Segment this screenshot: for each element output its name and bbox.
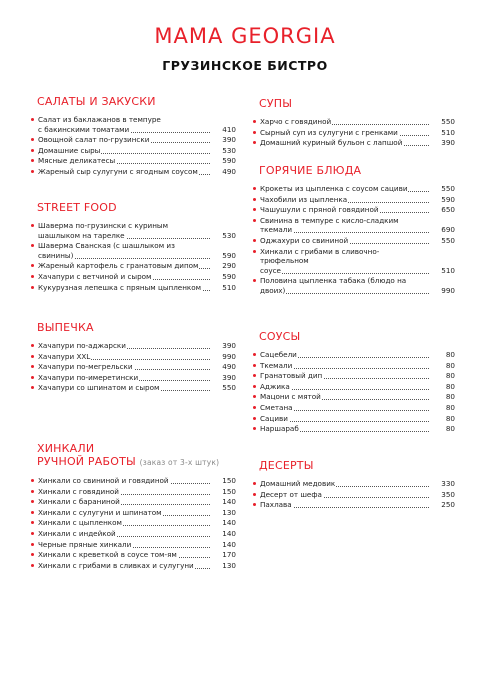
menu-item	[31, 135, 236, 145]
item-name	[31, 241, 210, 260]
section-sauces	[253, 330, 455, 435]
menu-item	[31, 529, 236, 539]
item-name-line: Чахобили из цыпленка	[260, 194, 348, 204]
item-name-line: Наршараб	[260, 424, 299, 434]
menu-item	[253, 424, 455, 434]
section-title-text: САЛАТЫ И ЗАКУСКИ	[37, 95, 156, 108]
item-price: 390	[222, 341, 236, 350]
item-price: 330	[441, 479, 455, 488]
item-name-line: Мацони с мятой	[260, 392, 321, 402]
item-name-line: Хинкали с креветкой в соусе том-ям	[38, 550, 177, 560]
item-price: 690	[441, 225, 455, 235]
menu-item	[253, 361, 455, 371]
item-price: 550	[441, 184, 455, 193]
item-price: 140	[222, 539, 236, 549]
item-name-line: Хачапури с ветчиной и сыром	[38, 271, 152, 281]
item-price: 290	[222, 261, 236, 271]
item-price: 590	[441, 194, 455, 204]
section-desserts	[253, 459, 455, 511]
item-price: 80	[445, 392, 455, 402]
item-name	[253, 184, 429, 194]
item-name	[253, 247, 429, 276]
menu-item	[31, 540, 236, 550]
item-name-line: Десерт от шефа	[260, 489, 322, 499]
item-price: 410	[222, 124, 236, 134]
section-title-text: ХИНКАЛИ	[37, 442, 95, 455]
item-name	[253, 500, 429, 510]
item-price: 130	[222, 507, 236, 517]
item-name-line: Половина цыпленка табака (блюдо на	[260, 276, 407, 286]
item-name	[31, 476, 210, 486]
item-price: 80	[445, 371, 455, 381]
item-name	[31, 352, 210, 362]
item-name	[253, 216, 429, 235]
section-title-text: СОУСЫ	[259, 330, 301, 343]
section-title	[37, 95, 236, 108]
item-name-line: Хинкали с грибами в сливках и сулугуни	[38, 560, 194, 570]
item-name-line: ткемали	[260, 225, 293, 235]
item-price: 510	[441, 127, 455, 137]
item-price: 990	[441, 285, 455, 295]
item-name-line: Хинкали с грибами в сливочно-трюфельном	[260, 246, 380, 266]
dot-leader	[260, 273, 429, 274]
section-title-text: STREET FOOD	[37, 201, 117, 214]
item-price: 80	[445, 360, 455, 370]
item-name	[31, 146, 210, 156]
item-name-line: Хачапури по-имеретински	[38, 372, 139, 382]
item-name	[253, 361, 429, 371]
section-bakery	[31, 321, 236, 394]
item-price: 80	[445, 413, 455, 423]
item-price: 140	[222, 528, 236, 538]
item-price: 510	[222, 282, 236, 292]
item-price: 550	[222, 383, 236, 393]
item-name-line: Хачапури XXL	[38, 351, 91, 361]
item-name-line: Сырный суп из сулугуни с гренками	[260, 127, 398, 137]
item-name	[31, 550, 210, 560]
item-name	[253, 403, 429, 413]
item-name	[31, 529, 210, 539]
menu-item	[31, 497, 236, 507]
item-name	[253, 424, 429, 434]
item-name-line: Хинкали с индейкой	[38, 528, 116, 538]
section-title	[259, 164, 455, 177]
item-name-line: Кукурузная лепешка с пряным цыпленком	[38, 282, 202, 292]
item-price: 140	[222, 518, 236, 528]
item-price: 590	[222, 156, 236, 166]
menu-item	[253, 276, 455, 295]
item-name-line: Черные пряные хинкали	[38, 539, 132, 549]
item-name-line: Хачапури по-аджарски	[38, 341, 126, 350]
item-price: 490	[222, 362, 236, 372]
item-name-line: соусе	[260, 265, 281, 275]
item-name-line: Ткемали	[260, 360, 293, 370]
section-title-text: ВЫПЕЧКА	[37, 321, 94, 334]
item-name-line: шашлыком на тарелке	[38, 230, 125, 240]
item-price: 250	[441, 500, 455, 510]
section-note: (заказ от 3-х штук)	[139, 458, 220, 467]
item-name	[253, 117, 429, 127]
item-name	[253, 195, 429, 205]
item-name-line: Салат из баклажанов в темпуре	[38, 115, 161, 124]
menu-item	[253, 500, 455, 510]
item-price: 80	[445, 402, 455, 412]
item-name	[31, 487, 210, 497]
item-price: 150	[222, 486, 236, 496]
item-name-line: Чашушули с пряной говядиной	[260, 205, 379, 215]
item-name	[253, 490, 429, 500]
item-price: 350	[441, 489, 455, 499]
item-name-line: Сметана	[260, 402, 293, 412]
item-name-line: Домашний медовик	[260, 479, 336, 488]
item-price: 590	[222, 250, 236, 260]
item-name-line: Сациви	[260, 413, 288, 423]
section-title-text-2: РУЧНОЙ РАБОТЫ	[37, 455, 136, 468]
item-name-line: Хачапури по-мегрельски	[38, 362, 133, 372]
item-name	[253, 350, 429, 360]
menu-item	[31, 487, 236, 497]
item-name	[31, 115, 210, 134]
item-price: 650	[441, 205, 455, 215]
item-name	[31, 540, 210, 550]
section-title	[37, 442, 236, 469]
item-name-line: Гранатовый дип	[260, 371, 323, 381]
menu-item	[253, 216, 455, 235]
item-name-line: Пахлава	[260, 500, 292, 510]
item-name	[31, 221, 210, 240]
item-name	[253, 479, 429, 489]
item-price: 80	[445, 424, 455, 434]
item-name	[31, 383, 210, 393]
item-name	[253, 382, 429, 392]
item-name-line: с бакинскими томатами	[38, 124, 130, 134]
section-title	[37, 201, 236, 214]
brand-logo: MAMA GEORGIA	[154, 24, 336, 48]
item-name-line: Хинкали с бараниной	[38, 497, 120, 507]
menu-item	[31, 362, 236, 372]
menu-item	[31, 272, 236, 282]
item-name-line: Шаверма по-грузински с куриным	[38, 221, 169, 230]
item-name	[31, 135, 210, 145]
menu-item	[253, 247, 455, 276]
item-name	[253, 128, 429, 138]
item-price: 170	[222, 550, 236, 560]
item-name	[31, 156, 210, 166]
menu-item	[253, 414, 455, 424]
section-street-food	[31, 201, 236, 293]
item-name-line: Харчо с говядиной	[260, 117, 332, 126]
section-title	[259, 97, 455, 110]
item-name	[31, 518, 210, 528]
item-price: 590	[222, 271, 236, 281]
menu-item	[31, 146, 236, 156]
item-name	[253, 205, 429, 215]
menu-item	[31, 167, 236, 177]
menu-item	[31, 352, 236, 362]
item-name	[253, 371, 429, 381]
menu-item	[253, 195, 455, 205]
section-salads	[31, 95, 236, 178]
item-name-line: Домашний куриный бульон с лапшой	[260, 138, 403, 148]
menu-item	[253, 128, 455, 138]
section-title-text: ГОРЯЧИЕ БЛЮДА	[259, 164, 362, 177]
item-name-line: Аджика	[260, 381, 290, 391]
item-name	[253, 236, 429, 246]
menu-item	[31, 518, 236, 528]
section-title	[259, 459, 455, 472]
item-price: 390	[222, 135, 236, 145]
menu-item	[31, 221, 236, 240]
item-name	[31, 272, 210, 282]
item-price: 530	[222, 230, 236, 240]
item-name	[253, 138, 429, 148]
item-name	[31, 373, 210, 383]
menu-item	[31, 156, 236, 166]
item-name-line: Хинкали со свининой и говядиной	[38, 476, 169, 485]
item-name-line: двоих)	[260, 285, 286, 295]
item-price: 550	[441, 235, 455, 245]
item-name-line: Мясные деликатесы	[38, 156, 116, 166]
item-price: 140	[222, 497, 236, 507]
item-name-line: Хачапури со шпинатом и сыром	[38, 383, 160, 393]
page-subtitle: ГРУЗИНСКОЕ БИСТРО	[162, 58, 328, 73]
menu-item	[31, 261, 236, 271]
menu-item	[253, 184, 455, 194]
item-name	[31, 261, 210, 271]
menu-item	[31, 383, 236, 393]
menu-item	[31, 373, 236, 383]
menu-item	[31, 476, 236, 486]
item-name-line: Свинина в темпуре с кисло-сладким	[260, 215, 399, 225]
item-name-line: Сацебели	[260, 350, 297, 359]
menu-item	[253, 371, 455, 381]
item-name-line: Оджахури со свининой	[260, 235, 349, 245]
menu-item	[253, 382, 455, 392]
item-price: 490	[222, 166, 236, 176]
item-name-line: Крокеты из цыпленка с соусом сациви	[260, 184, 408, 193]
item-name-line: Жареный картофель с гранатовым дипом	[38, 261, 199, 271]
section-title-text: ДЕСЕРТЫ	[259, 459, 314, 472]
item-name	[31, 497, 210, 507]
item-name	[31, 508, 210, 518]
menu-item	[253, 205, 455, 215]
menu-item	[253, 138, 455, 148]
item-name-line: Овощной салат по-грузински	[38, 135, 150, 145]
menu-item	[253, 479, 455, 489]
menu-item	[31, 241, 236, 260]
item-price: 510	[441, 265, 455, 275]
menu-item	[253, 403, 455, 413]
item-name-line: Жареный сыр сулугуни с ягодным соусом	[38, 166, 198, 176]
item-name	[31, 167, 210, 177]
item-price: 990	[222, 351, 236, 361]
section-title	[259, 330, 455, 343]
section-soups	[253, 97, 455, 149]
menu-item	[31, 283, 236, 293]
item-price: 550	[441, 117, 455, 126]
section-title-text: СУПЫ	[259, 97, 293, 110]
menu-item	[31, 341, 236, 351]
item-name	[31, 362, 210, 372]
item-name	[253, 414, 429, 424]
item-name-line: Хинкали с говядиной	[38, 486, 119, 496]
item-name	[31, 283, 210, 293]
item-name	[31, 561, 210, 571]
section-khinkali	[31, 442, 236, 571]
item-name-line: свинины)	[38, 250, 74, 260]
menu-item	[31, 561, 236, 571]
item-price: 390	[441, 138, 455, 148]
item-price: 530	[222, 145, 236, 155]
item-name-line: Хинкали с цыпленком	[38, 518, 122, 528]
item-price: 130	[222, 560, 236, 570]
menu-item	[31, 508, 236, 518]
menu-item	[31, 115, 236, 134]
item-price: 80	[445, 350, 455, 359]
item-name-line: Шаверма Сванская (с шашлыком из	[38, 241, 175, 251]
item-name-line: Домашние сыры	[38, 145, 101, 155]
item-name	[253, 276, 429, 295]
item-name	[31, 341, 210, 351]
item-price: 150	[222, 476, 236, 485]
menu-item	[253, 392, 455, 402]
menu-item	[31, 550, 236, 560]
section-title	[37, 321, 236, 334]
menu-item	[253, 236, 455, 246]
menu-item	[253, 117, 455, 127]
section-hot-dishes	[253, 164, 455, 297]
menu-item	[253, 350, 455, 360]
item-price: 390	[222, 372, 236, 382]
menu-item	[253, 490, 455, 500]
item-name-line: Хинкали с сулугуни и шпинатом	[38, 507, 162, 517]
item-name	[253, 392, 429, 402]
item-price: 80	[445, 381, 455, 391]
